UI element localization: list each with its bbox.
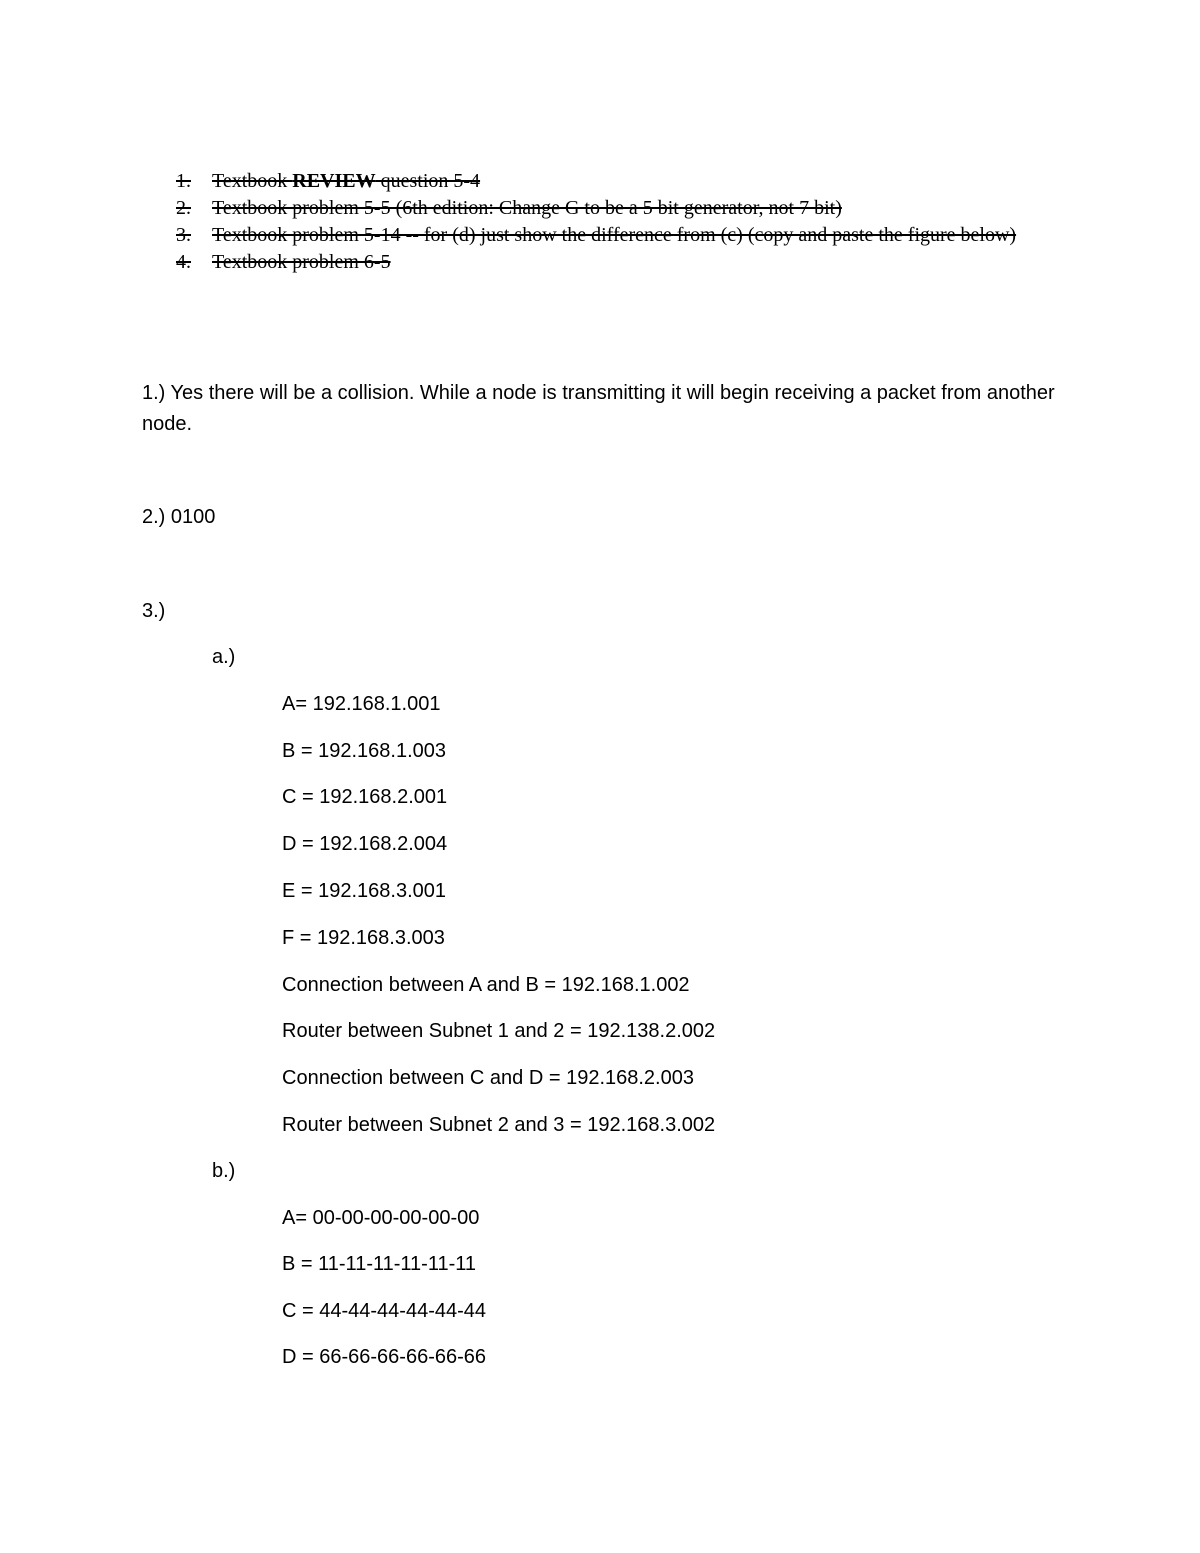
task-number: 2. <box>176 197 191 219</box>
part-b-heading: b.) <box>212 1160 236 1182</box>
task-text-tail: question 5-4 <box>375 170 481 192</box>
mac-line-b: B = 11-11-11-11-11-11 <box>282 1253 477 1275</box>
task-number: 1. <box>176 170 191 192</box>
ip-line-router-2-3: Router between Subnet 2 and 3 = 192.168.3.002 <box>282 1114 716 1136</box>
ip-line-f: F = 192.168.3.003 <box>282 927 445 949</box>
answer-3-heading: 3.) <box>142 600 166 622</box>
mac-line-c: C = 44-44-44-44-44-44 <box>282 1300 487 1322</box>
mac-line-a: A= 00-00-00-00-00-00 <box>282 1207 480 1229</box>
task-list <box>142 168 1042 276</box>
task-item-2 <box>142 195 1042 222</box>
task-text-bold: REVIEW <box>292 170 376 192</box>
task-text: Textbook problem 5-5 (6th edition: Change G to be a 5 bit generator, not 7 bit) <box>212 197 842 219</box>
task-item-1 <box>142 168 1042 195</box>
part-a-heading: a.) <box>212 646 236 668</box>
task-item-3 <box>142 222 1042 249</box>
answer-2: 2.) 0100 <box>142 506 216 528</box>
task-text: Textbook problem 6-5 <box>212 251 391 273</box>
ip-line-d: D = 192.168.2.004 <box>282 833 448 855</box>
task-text: Textbook problem 5-14 -- for (d) just show the difference from (c) (copy and paste the figure below) <box>212 224 1017 246</box>
ip-line-c: C = 192.168.2.001 <box>282 786 448 808</box>
mac-line-d: D = 66-66-66-66-66-66 <box>282 1346 487 1368</box>
task-number: 4. <box>176 251 191 273</box>
ip-line-e: E = 192.168.3.001 <box>282 880 447 902</box>
ip-line-connection-ab: Connection between A and B = 192.168.1.002 <box>282 974 690 996</box>
task-item-4 <box>142 249 1042 276</box>
task-number: 3. <box>176 224 191 246</box>
ip-line-connection-cd: Connection between C and D = 192.168.2.003 <box>282 1067 694 1089</box>
answer-1: 1.) Yes there will be a collision. While a node is transmitting it will begin receiving a packet from another node. <box>142 382 1055 435</box>
task-text: Textbook <box>212 170 293 192</box>
ip-line-router-1-2: Router between Subnet 1 and 2 = 192.138.2.002 <box>282 1020 716 1042</box>
ip-line-b: B = 192.168.1.003 <box>282 740 447 762</box>
ip-line-a: A= 192.168.1.001 <box>282 693 441 715</box>
